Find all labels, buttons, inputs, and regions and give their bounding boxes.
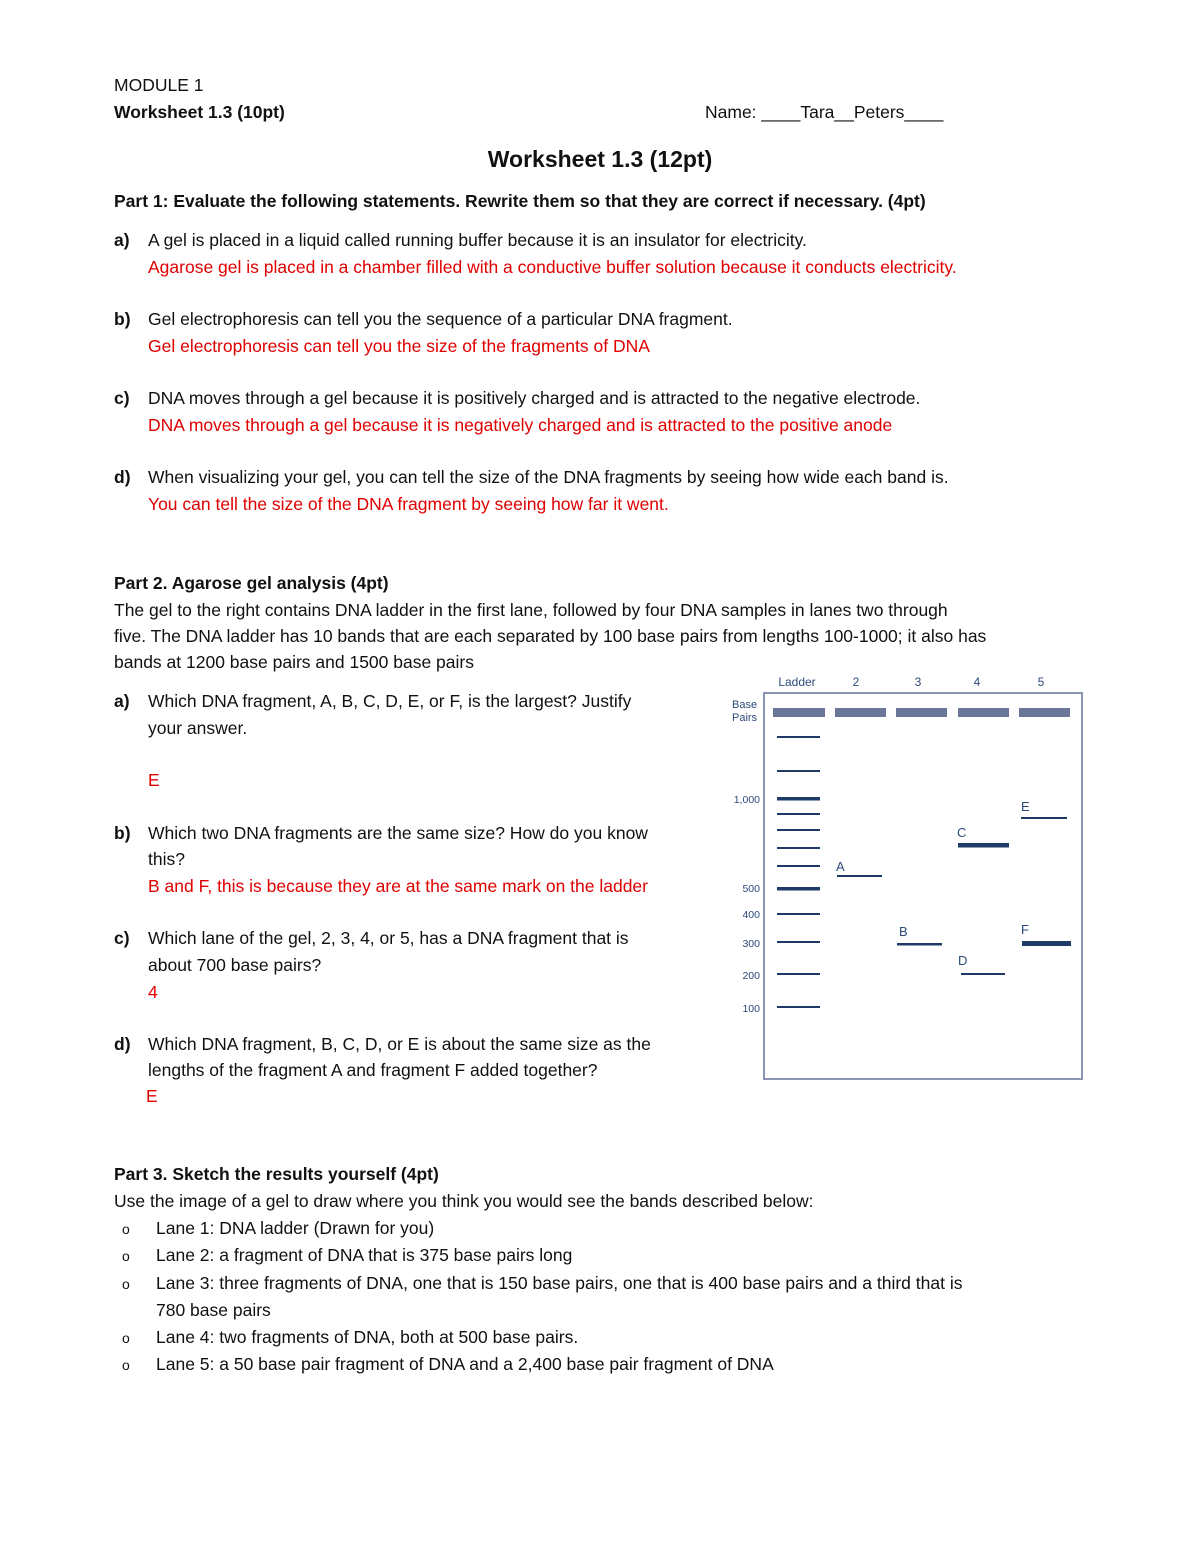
part3-item: Lane 2: a fragment of DNA that is 375 base pairs long bbox=[156, 1245, 573, 1265]
ladder-band bbox=[777, 973, 820, 975]
part1-a-answer: Agarose gel is placed in a chamber filled with a conductive buffer solution because it conducts electricity. bbox=[148, 257, 957, 277]
fragment-label-b: B bbox=[899, 924, 908, 939]
part2-b-question: this? bbox=[148, 849, 185, 869]
part2-b-answer: B and F, this is because they are at the same mark on the ladder bbox=[148, 876, 648, 896]
part2-heading: Part 2. Agarose gel analysis (4pt) bbox=[114, 573, 389, 593]
part2-b-question: Which two DNA fragments are the same size? How do you know bbox=[148, 823, 648, 843]
lane-label-4: 4 bbox=[973, 675, 981, 689]
part2-c-answer: 4 bbox=[148, 982, 158, 1002]
ladder-band bbox=[777, 736, 820, 738]
part1-d-statement: When visualizing your gel, you can tell the size of the DNA fragments by seeing how wide each band is. bbox=[148, 467, 949, 487]
worksheet-label: Worksheet 1.3 (10pt) bbox=[114, 102, 285, 122]
fragment-label-d: D bbox=[958, 953, 968, 968]
bullet-marker: o bbox=[122, 1357, 130, 1373]
band-b bbox=[897, 943, 942, 946]
part2-c-question: Which lane of the gel, 2, 3, 4, or 5, has a DNA fragment that is bbox=[148, 928, 629, 948]
band-e bbox=[1021, 817, 1067, 819]
ladder-band bbox=[777, 847, 820, 849]
ladder-band bbox=[777, 813, 820, 815]
bullet-marker: o bbox=[122, 1221, 130, 1237]
tick-label: 500 bbox=[742, 883, 760, 895]
bullet-marker: o bbox=[122, 1276, 130, 1292]
fragment-label-f: F bbox=[1021, 922, 1029, 937]
part1-a-statement: A gel is placed in a liquid called running buffer because it is an insulator for electricity. bbox=[148, 230, 807, 250]
part2-c-question: about 700 base pairs? bbox=[148, 955, 322, 975]
lane-label-3: 3 bbox=[914, 675, 922, 689]
well bbox=[1019, 708, 1070, 717]
band-d bbox=[961, 973, 1005, 975]
part1-a-marker: a) bbox=[114, 230, 130, 250]
bullet-marker: o bbox=[122, 1248, 130, 1264]
well bbox=[958, 708, 1009, 717]
part2-intro-line: bands at 1200 base pairs and 1500 base pairs bbox=[114, 652, 474, 672]
part1-heading: Part 1: Evaluate the following statements. Rewrite them so that they are correct if necessary. (4pt) bbox=[114, 191, 926, 211]
well bbox=[896, 708, 947, 717]
part1-d-marker: d) bbox=[114, 467, 131, 487]
part3-item-continuation: 780 base pairs bbox=[156, 1300, 271, 1320]
part2-b-marker: b) bbox=[114, 823, 131, 843]
part3-intro: Use the image of a gel to draw where you think you would see the bands described below: bbox=[114, 1191, 814, 1211]
ladder-band bbox=[777, 1006, 820, 1008]
part1-c-answer: DNA moves through a gel because it is negatively charged and is attracted to the positive anode bbox=[148, 415, 893, 435]
part2-d-marker: d) bbox=[114, 1034, 131, 1054]
part3-item: Lane 4: two fragments of DNA, both at 500 base pairs. bbox=[156, 1327, 579, 1347]
ladder-band bbox=[777, 913, 820, 915]
gel-frame bbox=[764, 693, 1082, 1079]
axis-label-base: Base bbox=[732, 699, 758, 711]
tick-label: 400 bbox=[742, 909, 760, 921]
part1-d-answer: You can tell the size of the DNA fragment by seeing how far it went. bbox=[148, 494, 669, 514]
gel-diagram bbox=[715, 668, 1095, 1088]
part2-a-marker: a) bbox=[114, 691, 130, 711]
lane-label-ladder: Ladder bbox=[778, 675, 816, 689]
part2-intro-line: five. The DNA ladder has 10 bands that are each separated by 100 base pairs from lengths 100-1000; it also has bbox=[114, 626, 987, 646]
part1-b-marker: b) bbox=[114, 309, 131, 329]
lane-label-2: 2 bbox=[852, 675, 860, 689]
ladder-band bbox=[777, 770, 820, 772]
lane-label-5: 5 bbox=[1037, 675, 1045, 689]
fragment-label-c: C bbox=[957, 825, 967, 840]
part3-item: Lane 5: a 50 base pair fragment of DNA and a 2,400 base pair fragment of DNA bbox=[156, 1354, 774, 1374]
part2-d-question: lengths of the fragment A and fragment F added together? bbox=[148, 1060, 598, 1080]
part1-c-marker: c) bbox=[114, 388, 130, 408]
tick-label: 100 bbox=[742, 1003, 760, 1015]
part2-d-question: Which DNA fragment, B, C, D, or E is about the same size as the bbox=[148, 1034, 651, 1054]
fragment-label-e: E bbox=[1021, 799, 1030, 814]
part2-a-question: Which DNA fragment, A, B, C, D, E, or F, is the largest? Justify bbox=[148, 691, 632, 711]
tick-label: 1,000 bbox=[733, 794, 760, 806]
part2-intro-line: The gel to the right contains DNA ladder in the first lane, followed by four DNA samples in lanes two through bbox=[114, 600, 948, 620]
part2-a-question: your answer. bbox=[148, 718, 248, 738]
ladder-band bbox=[777, 829, 820, 831]
ladder-band bbox=[777, 887, 820, 891]
band-c bbox=[958, 843, 1009, 848]
ladder-band bbox=[777, 941, 820, 943]
well bbox=[835, 708, 886, 717]
name-line: Name: ____Tara__Peters____ bbox=[705, 102, 944, 122]
part3-heading: Part 3. Sketch the results yourself (4pt) bbox=[114, 1164, 439, 1184]
part1-c-statement: DNA moves through a gel because it is positively charged and is attracted to the negative electrode. bbox=[148, 388, 921, 408]
part1-b-statement: Gel electrophoresis can tell you the sequence of a particular DNA fragment. bbox=[148, 309, 733, 329]
part2-a-answer: E bbox=[148, 770, 160, 790]
part3-item: Lane 3: three fragments of DNA, one that is 150 base pairs, one that is 400 base pairs and a third that is bbox=[156, 1273, 963, 1293]
fragment-label-a: A bbox=[836, 859, 845, 874]
ladder-band bbox=[777, 865, 820, 867]
tick-label: 200 bbox=[742, 970, 760, 982]
band-a bbox=[837, 875, 882, 877]
axis-label-pairs: Pairs bbox=[732, 712, 758, 724]
part2-c-marker: c) bbox=[114, 928, 130, 948]
band-f bbox=[1022, 941, 1071, 946]
page-title: Worksheet 1.3 (12pt) bbox=[487, 146, 713, 172]
tick-label: 300 bbox=[742, 938, 760, 950]
part3-item: Lane 1: DNA ladder (Drawn for you) bbox=[156, 1218, 435, 1238]
part2-d-answer: E bbox=[146, 1086, 158, 1106]
part1-b-answer: Gel electrophoresis can tell you the size of the fragments of DNA bbox=[148, 336, 650, 356]
ladder-band bbox=[777, 797, 820, 801]
well bbox=[773, 708, 825, 717]
module-label: MODULE 1 bbox=[114, 75, 204, 95]
bullet-marker: o bbox=[122, 1330, 130, 1346]
